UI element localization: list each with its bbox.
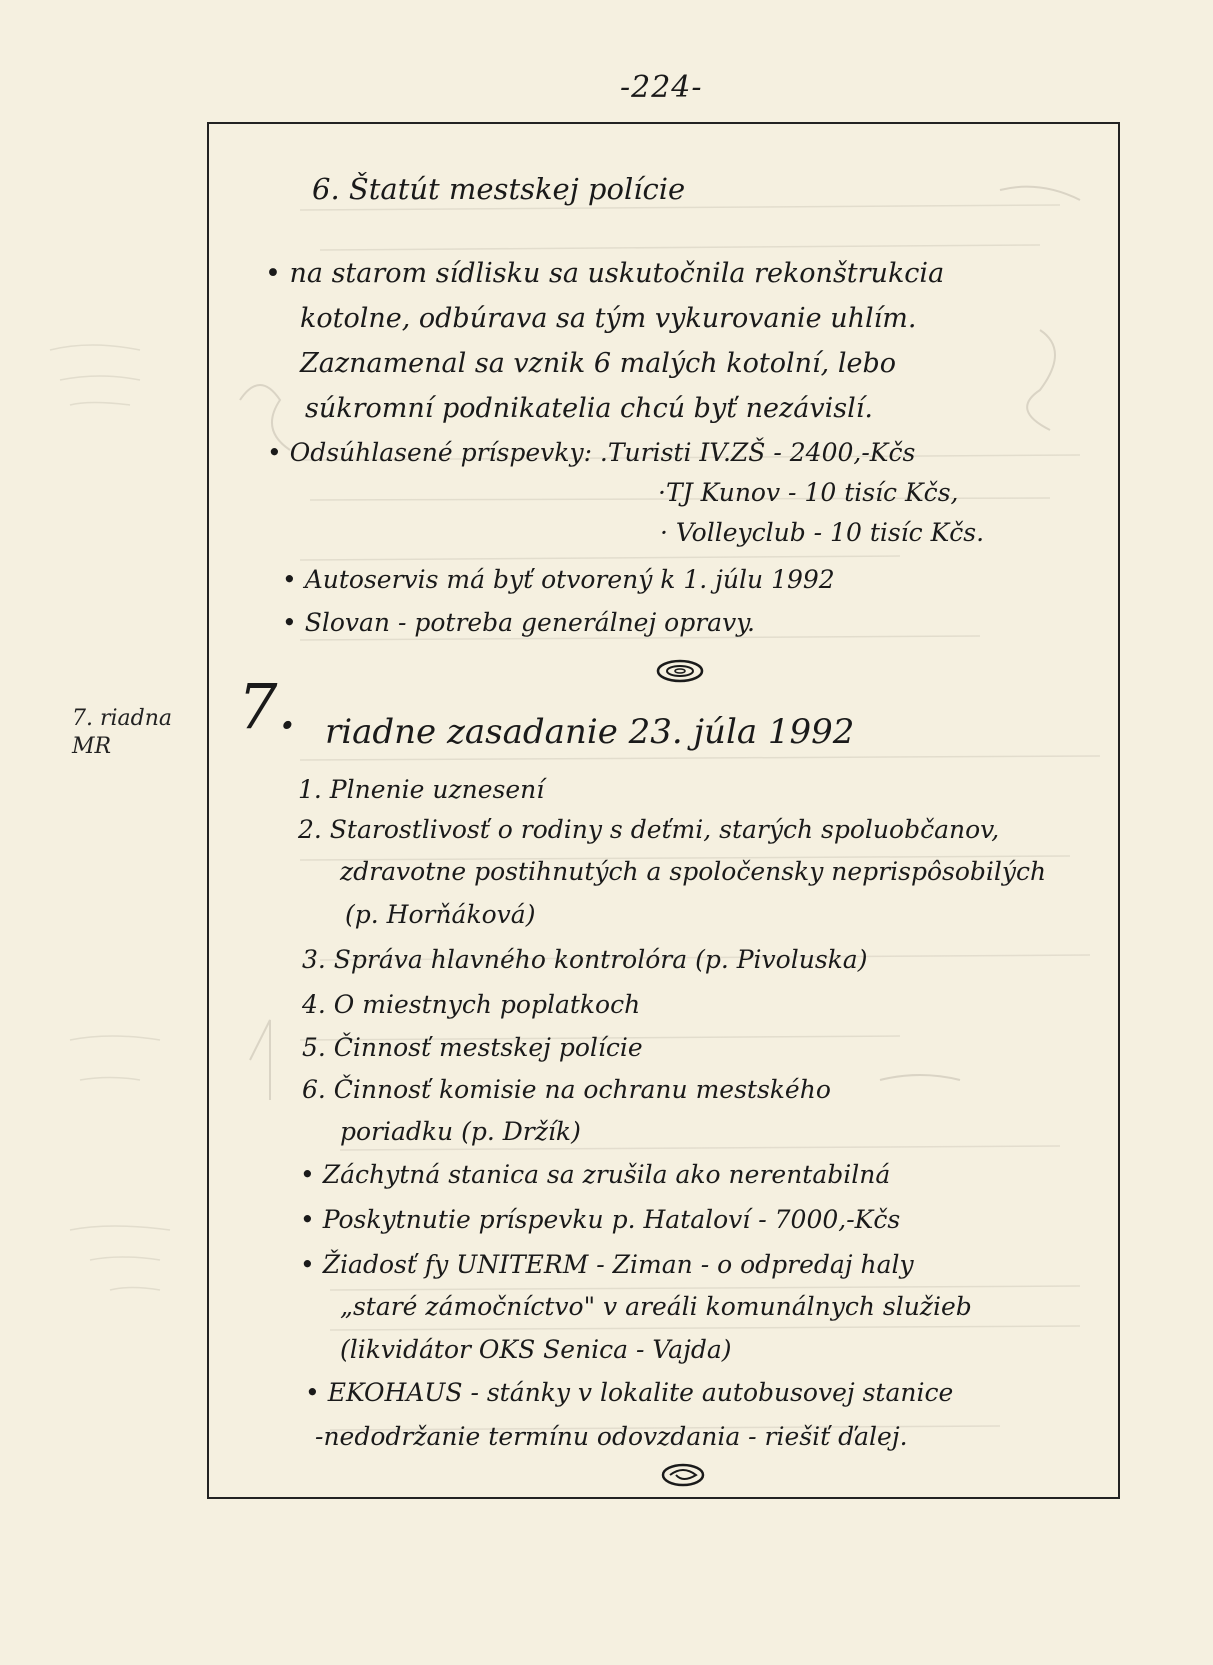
bullet-line: -nedodržanie termínu odovzdania - riešiť ďalej.	[315, 1422, 908, 1451]
bullet-line: • Odsúhlasené príspevky: .Turisti IV.ZŠ - 2400,-Kčs	[267, 438, 916, 467]
bullet-line: ·TJ Kunov - 10 tisíc Kčs,	[658, 478, 959, 507]
meeting-number: 7.	[238, 670, 298, 743]
bullet-line: • Poskytnutie príspevku p. Hataloví - 7000,-Kčs	[300, 1205, 901, 1234]
section-end-ornament	[655, 658, 705, 684]
bullet-line: • Slovan - potreba generálnej opravy.	[282, 608, 755, 637]
page-number: -224-	[620, 70, 703, 105]
bullet-line: (likvidátor OKS Senica - Vajda)	[340, 1335, 732, 1364]
agenda-item: (p. Horňáková)	[345, 900, 536, 929]
bullet-line: • EKOHAUS - stánky v lokalite autobusovej stanice	[305, 1378, 954, 1407]
bullet-line: • Záchytná stanica sa zrušila ako nerentabilná	[300, 1160, 891, 1189]
bullet-line: súkromní podnikatelia chcú byť nezávislí.	[305, 393, 873, 424]
agenda-item: 4. O miestnych poplatkoch	[302, 990, 641, 1019]
bullet-line: Zaznamenal sa vznik 6 malých kotolní, lebo	[300, 348, 896, 379]
agenda-item: 5. Činnosť mestskej polície	[302, 1033, 643, 1062]
meeting-title: riadne zasadanie 23. júla 1992	[325, 712, 855, 752]
agenda-item: 6. Činnosť komisie na ochranu mestského	[302, 1075, 831, 1104]
bullet-line: · Volleyclub - 10 tisíc Kčs.	[660, 518, 985, 547]
page-end-ornament	[660, 1462, 706, 1488]
bullet-line: • Autoservis má byť otvorený k 1. júlu 1992	[282, 565, 835, 594]
margin-note-seventh-meeting	[72, 705, 172, 761]
agenda-item: zdravotne postihnutých a spoločensky neprispôsobilých	[340, 857, 1047, 886]
agenda-item: 3. Správa hlavného kontrolóra (p. Pivoluska)	[302, 945, 868, 974]
agenda-item: poriadku (p. Držík)	[340, 1117, 581, 1146]
bullet-line: • Žiadosť fy UNITERM - Ziman - o odpredaj haly	[300, 1250, 914, 1279]
margin-note-line: 7. riadna	[72, 706, 173, 731]
agenda-item: 2. Starostlivosť o rodiny s deťmi, starých spoluobčanov,	[298, 815, 1000, 844]
bullet-line: kotolne, odbúrava sa tým vykurovanie uhlím.	[300, 303, 917, 334]
bullet-line: • na starom sídlisku sa uskutočnila rekonštrukcia	[265, 258, 945, 289]
item6-heading: 6. Štatút mestskej polície	[312, 172, 686, 206]
agenda-item: 1. Plnenie uznesení	[298, 775, 545, 804]
margin-note-line: MR	[72, 734, 112, 759]
bullet-line: „staré zámočníctvo" v areáli komunálnych služieb	[340, 1292, 972, 1321]
